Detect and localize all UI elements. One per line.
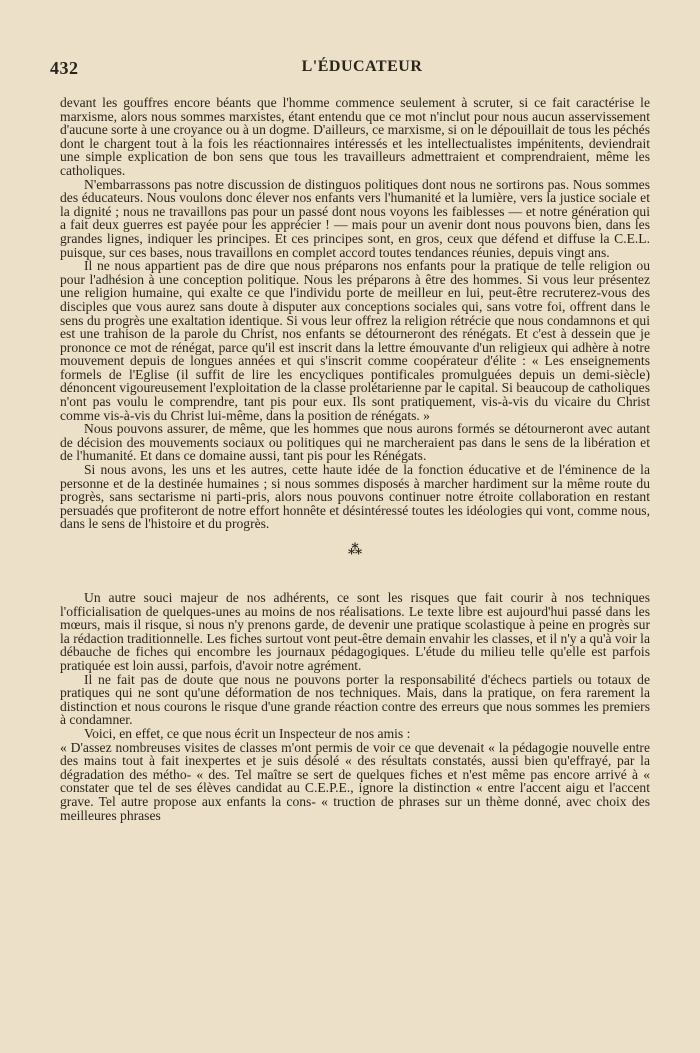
paragraph: Voici, en effet, ce que nous écrit un Inspecteur de nos amis : (84, 725, 411, 741)
page-number: 432 (50, 58, 79, 78)
quote-paragraph: « D'assez nombreuses visites de classes m'ont permis de voir ce que devenait « la pédagogie nouvelle entre des mains tout à fait inexpertes et je suis désolé « des résultats constatés, aussi bien qu'effrayé, par la dégradation des métho- « des. Tel maître se sert de quelques fiches et n'est même pas encore arrivé à « constater que tel de ses élèves candidat au C.E.P.E., ignore la distinction « entre l'accent aigu et l'accent grave. Tel autre propose aux enfants la cons- « truction de phrases sur un thème donné, avec choix des meilleures phrases (60, 739, 650, 823)
second-section (60, 591, 650, 822)
inspector-quote (60, 741, 650, 823)
paragraph: Il ne nous appartient pas de dire que nous préparons nos enfants pour la pratique de telle religion ou pour l'adhésion à une conception politique. Nous les préparons à être des hommes. Si vous leur présentez une religion humaine, qui exalte ce que l'individu porte de meilleur en lui, peut-être recruterez-vous des disciples que vous aurez sans doute à disputer aux conceptions sociales qui, sans votre foi, offrent dans le sens du progrès une exaltation identique. Si vous leur offrez la religion rétrécie que nous condamnons et qui est une trahison de la parole du Christ, nos enfants se détourneront des rénégats. Et c'est à dessein que je prononce ce mot de rénégat, parce qu'il est inscrit dans la lettre émouvante d'un religieux qui adhère à notre mouvement depuis de longues années et qui s'inscrit comme coopérateur d'élite : « Les enseignements formels de l'Eglise (il suffit de lire les encycliques pontificales promulguées depuis un demi-siècle) dénoncent vigoureusement l'exploitation de la classe prolétarienne par le capital. Si beaucoup de catholiques n'ont pas voulu le comprendre, tant pis pour eux. Ils sont pratiquement, vis-à-vis du vicaire du Christ comme vis-à-vis du Christ lui-même, dans la position de rénégats. » (60, 258, 650, 423)
running-title: L'ÉDUCATEUR (301, 58, 423, 75)
article-body (60, 96, 650, 822)
paragraph: Si nous avons, les uns et les autres, cette haute idée de la fonction éducative et de l'éminence de la personne et de la destinée humaines ; si nous sommes disposés à marcher hardiment sur la même route du progrès, sans sectarisme ni parti-pris, alors nous pouvons continuer notre étroite collaboration en restant persuadés que profiteront de notre effort honnête et désintéressé toutes les idéologies qui vont, comme nous, dans le sens de l'histoire et du progrès. (60, 462, 650, 532)
paragraph: Nous pouvons assurer, de même, que les hommes que nous aurons formés se détourneront avec autant de décision des mouvements sociaux ou politiques qui ne marcheraient pas dans le sens de la libération et de l'humanité. Et dans ce domaine aussi, tant pis pour les Rénégats. (60, 421, 650, 464)
paragraph: devant les gouffres encore béants que l'homme commence seulement à scruter, si ce fait caractérise le marxisme, alors nous sommes marxistes, étant entendu que ce mot n'inclut pour nous aucun asservissement d'aucune sorte à une croyance ou à un dogme. D'ailleurs, ce marxisme, si on le dépouillait de tous les péchés dont le chargent tout à la fois les réactionnaires intéressés et les intellectualistes impénitents, deviendrait une simple explication de bon sens que tous les travailleurs admettraient et comprendraient, même les catholiques. (60, 95, 650, 178)
page-header (50, 58, 650, 82)
section-separator: ⁂ (347, 543, 363, 558)
paragraph: N'embarrassons pas notre discussion de distinguos politiques dont nous ne sortirons pas. Nous sommes des éducateurs. Nous voulons donc élever nos enfants vers l'humanité et la lumière, vers la justice sociale et la dignité ; nous ne travaillons pas pour un passé dont nous voyons les faiblesses — et notre génération qui a fait deux guerres est payée pour les apprécier ! — mais pour un avenir dont nous pouvons bien, dans les grandes lignes, indiquer les principes. Et ces principes sont, en gros, ceux que défend et diffuse la C.E.L. puisque, sur ces bases, nous travaillons en complet accord toutes tendances réunies, depuis vingt ans. (60, 176, 650, 260)
paragraph: Il ne fait pas de doute que nous ne pouvons porter la responsabilité d'échecs partiels ou totaux de pratiques qui ne sont qu'une déformation de nos techniques. Mais, dans la pratique, on fera rarement la distinction et nous courons le risque d'une grande réaction contre des erreurs que nous sommes les premiers à condamner. (60, 671, 650, 728)
paragraph: Un autre souci majeur de nos adhérents, ce sont les risques que fait courir à nos techniques l'officialisation de quelques-unes au moins de nos réalisations. Le texte libre est aujourd'hui passé dans les mœurs, mais il risque, si nous n'y prenons garde, de devenir une pratique scolastique à peine en progrès sur la rédaction traditionnelle. Les fiches surtout vont peut-être demain envahir les classes, et il n'y a qu'à voir la débauche de fiches qui encombre les journaux pédagogiques. L'étude du milieu telle qu'elle est parfois pratiquée est loin aussi, parfois, d'avoir notre agrément. (60, 590, 650, 673)
